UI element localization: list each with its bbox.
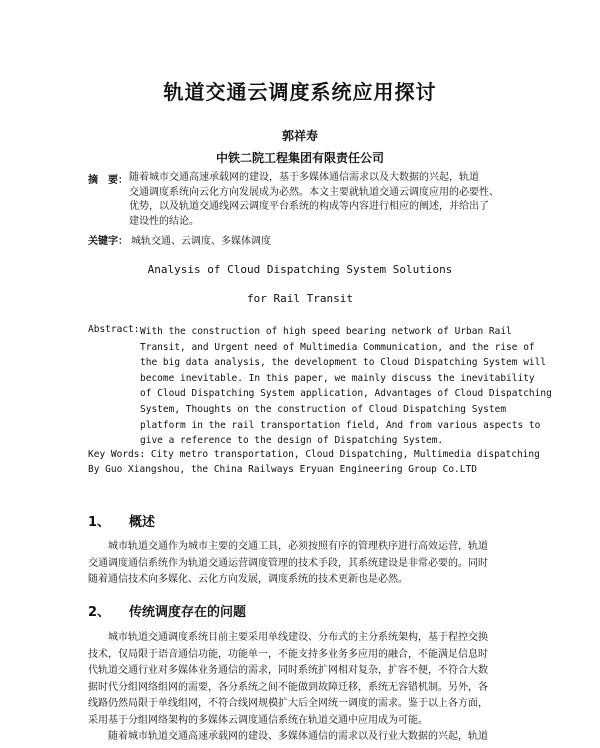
section-body — [88, 630, 488, 746]
author-organization: 中铁二院工程集团有限责任公司 — [215, 151, 384, 165]
en-title-line2: for Rail Transit — [247, 292, 353, 305]
cn-abstract-line: 随着城市交通高速承载网的建设，基于多媒体通信需求以及大数据的兴起，轨道 — [129, 172, 479, 183]
cn-abstract-label: 摘 要： — [88, 175, 128, 186]
en-abstract — [140, 324, 552, 449]
cn-abstract-line: 优势，以及轨道交通线网云调度平台系统的构成等内容进行相应的阐述，并给出了 — [129, 201, 489, 212]
body-line: 城市轨道交通作为城市主要的交通工具，必须按照有序的管理秩序进行高效运营，轨道 — [88, 541, 488, 552]
section-body — [88, 539, 488, 589]
body-line: 采用基于分组网络架构的多媒体云调度通信系统在轨道交通中应用成为可能。 — [88, 714, 428, 726]
en-byline: By Guo Xiangshou, the China Railways Eryuan Engineering Group Co.LTD — [88, 464, 477, 475]
body-line: 线路仍然局限于单线组网，不符合线网规模扩大后全网统一调度的需求。鉴于以上各方面， — [88, 698, 488, 709]
en-abstract-line: of Cloud Dispatching System application, Advantages of Cloud Dispatching — [140, 388, 552, 400]
body-line: 交通调度通信系统作为轨道交通运营调度管理的技术手段，其系统建设是非常必要的。同时 — [88, 557, 488, 569]
cn-abstract — [129, 171, 525, 229]
cn-keywords-label: 关键字： — [88, 236, 128, 247]
cn-abstract-line: 建设性的结论。 — [129, 215, 199, 227]
en-abstract-line: With the construction of high speed bearing network of Urban Rail — [140, 326, 512, 337]
cn-abstract-line: 交通调度系统向云化方向发展成为必然。本文主要就轨道交通云调度应用的必要性、 — [129, 186, 499, 198]
section-heading: 传统调度存在的问题 — [129, 605, 247, 620]
section-number: 1、 — [88, 515, 111, 530]
en-keywords: Key Words: City metro transportation, Cloud Dispatching, Multimedia dispatching — [88, 449, 540, 460]
body-line: 随着通信技术向多媒化、云化方向发展，调度系统的技术更新也是必然。 — [88, 574, 408, 585]
body-line: 城市轨道交通调度系统目前主要采用单线建设、分布式的主分系统架构，基于程控交换 — [88, 632, 488, 643]
en-abstract-line: give a reference to the design of Dispatching System. — [140, 435, 444, 447]
section-heading: 概述 — [129, 515, 156, 530]
paper-title: 轨道交通云调度系统应用探讨 — [163, 80, 437, 104]
en-abstract-line: become inevitable. In this paper, we mainly discuss the inevitability — [140, 372, 535, 384]
body-line: 技术，仅局限于语音通信功能，功能单一，不能支持多业务多应用的融合，不能满足信息时 — [88, 648, 488, 660]
en-abstract-label: Abstract: — [88, 324, 140, 335]
en-abstract-line: platform in the rail transportation field, And from various aspects to — [140, 419, 541, 431]
en-title-line1: Analysis of Cloud Dispatching System Solutions — [147, 263, 453, 276]
section-number: 2、 — [88, 605, 111, 620]
author-name: 郭祥寿 — [281, 129, 318, 143]
body-line: 随着城市轨道交通高速承载网的建设、多媒体通信的需求以及行业大数据的兴起，轨道 — [88, 731, 488, 742]
body-line: 据时代分组网络组网的需要，各分系统之间不能做到故障迁移，系统无容错机制。另外，各 — [88, 681, 488, 693]
body-line: 代轨道交通行业对多媒体业务通信的需求，同时系统扩网相对复杂，扩容不便，不符合大数 — [88, 665, 488, 676]
cn-keywords: 城轨交通、云调度、多媒体调度 — [131, 236, 271, 247]
en-abstract-line: System, Thoughts on the construction of Cloud Dispatching System — [140, 403, 507, 415]
en-abstract-line: Transit, and Urgent need of Multimedia Communication, and the rise of — [140, 341, 535, 353]
en-abstract-line: the big data analysis, the development to Cloud Dispatching System will — [140, 357, 547, 369]
